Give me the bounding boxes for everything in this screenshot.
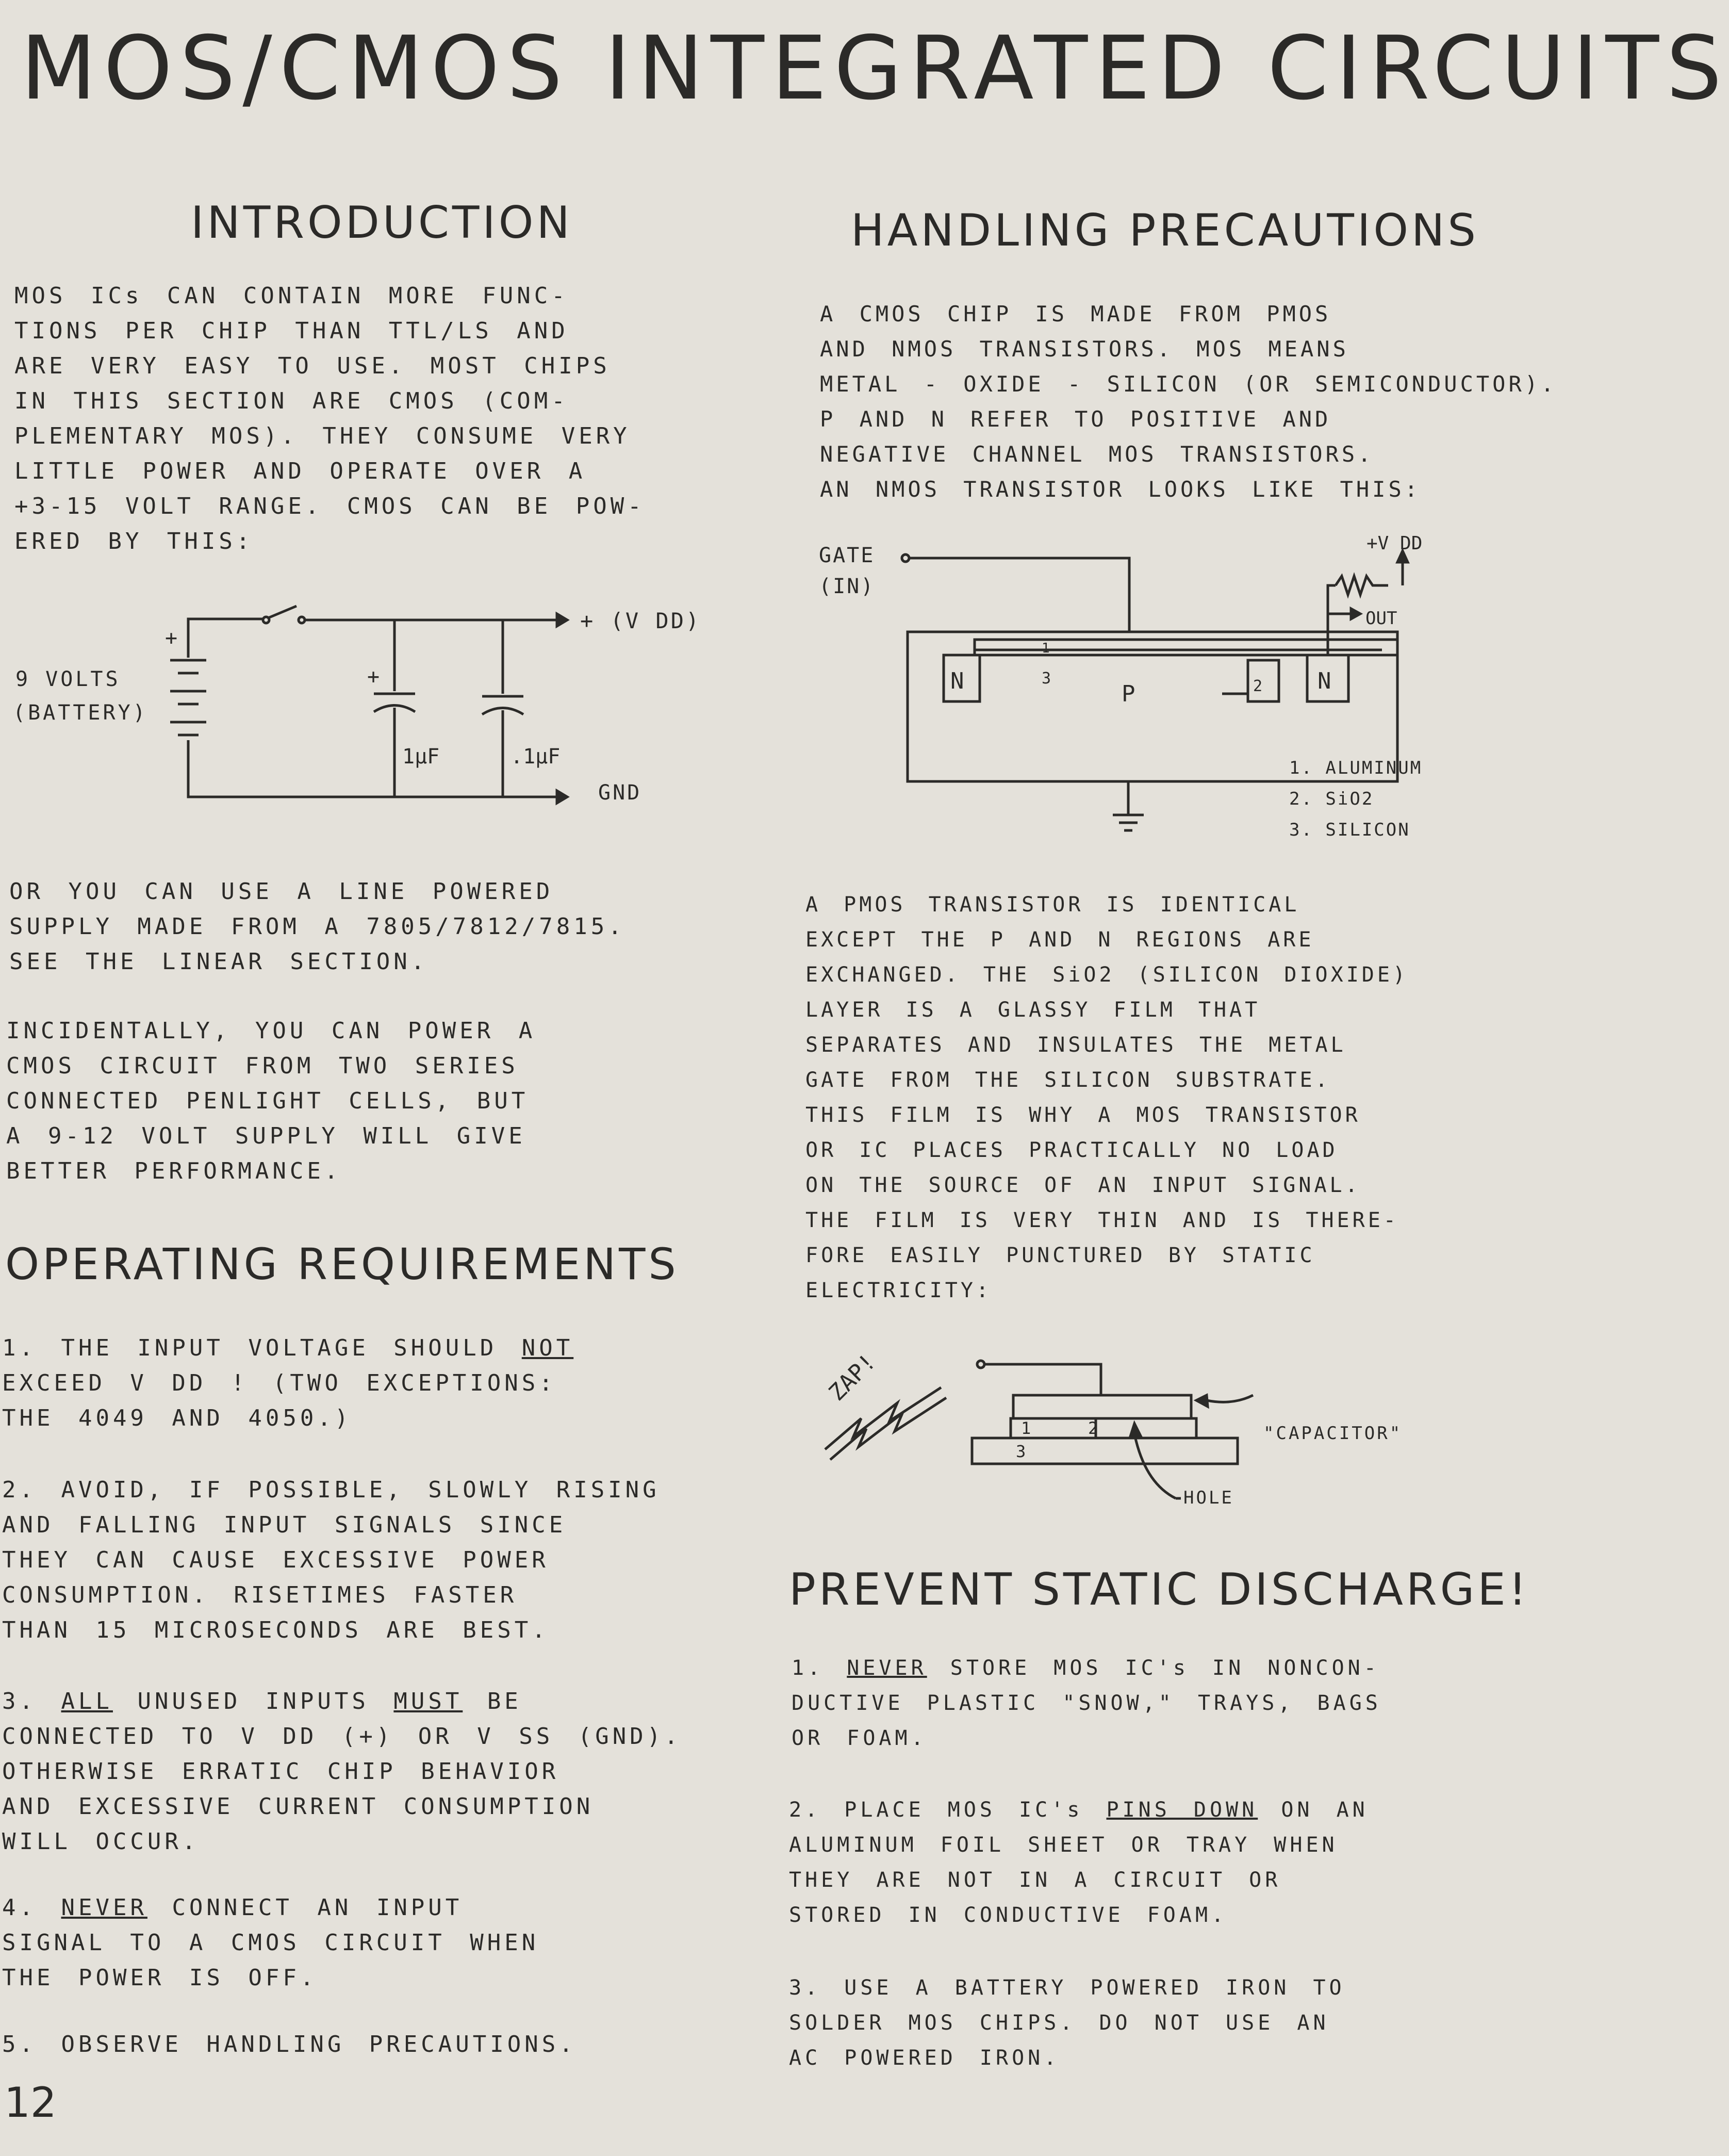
underlined-word: MUST [393, 1688, 463, 1714]
text-line: OTHERWISE ERRATIC CHIP BEHAVIOR [2, 1758, 559, 1785]
text-line: SIGNAL TO A CMOS CIRCUIT WHEN [2, 1930, 539, 1956]
text-line: 3. USE A BATTERY POWERED IRON TO [789, 1976, 1345, 2000]
text-line: EXCHANGED. THE SiO2 (SILICON DIOXIDE) [805, 963, 1409, 987]
text-line: EXCEED V DD ! (TWO EXCEPTIONS: [2, 1370, 556, 1396]
text-span: CONNECT AN INPUT [172, 1894, 463, 1921]
text-line: PLEMENTARY MOS). THEY CONSUME VERY [14, 423, 631, 449]
text-span: BE [487, 1688, 522, 1714]
prevent-static-heading: PREVENT STATIC DISCHARGE! [789, 1564, 1530, 1615]
out-label: OUT [1365, 608, 1397, 629]
static-zap-diagram [815, 1331, 1526, 1527]
text-line: AND EXCESSIVE CURRENT CONSUMPTION [2, 1793, 594, 1820]
text-line: THEY ARE NOT IN A CIRCUIT OR [789, 1868, 1281, 1892]
text-line: SEE THE LINEAR SECTION. [9, 949, 429, 975]
hole-label: HOLE [1183, 1488, 1234, 1508]
zap-label: ZAP! [824, 1349, 881, 1407]
text-line: IN THIS SECTION ARE CMOS (COM- [14, 388, 569, 414]
text-line: STORED IN CONDUCTIVE FOAM. [789, 1903, 1228, 1927]
layer-1-label: 1 [1042, 641, 1050, 656]
text-line: SUPPLY MADE FROM A 7805/7812/7815. [9, 913, 625, 940]
text-line: EXCEPT THE P AND N REGIONS ARE [805, 928, 1314, 952]
text-line: TIONS PER CHIP THAN TTL/LS AND [14, 318, 569, 344]
text-line: A 9-12 VOLT SUPPLY WILL GIVE [6, 1123, 526, 1149]
zap-layer-3: 3 [1016, 1442, 1026, 1461]
text-span: 1. THE INPUT VOLTAGE SHOULD [2, 1335, 498, 1361]
text-line: ARE VERY EASY TO USE. MOST CHIPS [14, 353, 611, 379]
underlined-word: NEVER [847, 1656, 927, 1680]
introduction-paragraph [14, 279, 645, 559]
text-line: AC POWERED IRON. [789, 2046, 1060, 2070]
text-line: 2. AVOID, IF POSSIBLE, SLOWLY RISING [2, 1477, 660, 1503]
text-line: CONSUMPTION. RISETIMES FASTER [2, 1582, 518, 1608]
text-line: OR FOAM. [792, 1726, 927, 1750]
legend-sio2: 2. SiO2 [1289, 789, 1374, 809]
operating-item-1 [2, 1331, 573, 1436]
battery-label: (BATTERY) [13, 701, 148, 725]
text-span: STORE MOS IC's IN NONCON- [950, 1656, 1380, 1680]
text-line: MOS ICs CAN CONTAIN MORE FUNC- [14, 283, 569, 309]
text-line: THIS FILM IS WHY A MOS TRANSISTOR [805, 1103, 1361, 1127]
text-line: A CMOS CHIP IS MADE FROM PMOS [820, 301, 1331, 326]
text-line: OR IC PLACES PRACTICALLY NO LOAD [805, 1138, 1338, 1162]
text-line: +3-15 VOLT RANGE. CMOS CAN BE POW- [14, 493, 645, 519]
text-line: BETTER PERFORMANCE. [6, 1158, 342, 1184]
prevent-item-2 [789, 1792, 1369, 1933]
introduction-heading: INTRODUCTION [191, 197, 573, 249]
text-line: DUCTIVE PLASTIC "SNOW," TRAYS, BAGS [792, 1691, 1381, 1715]
prevent-item-3 [789, 1970, 1345, 2076]
prevent-item-1 [792, 1651, 1381, 1756]
capacitor-2-label: .1µF [511, 745, 561, 769]
handling-paragraph [820, 297, 1557, 507]
battery-voltage-label: 9 VOLTS [15, 667, 121, 691]
text-line: NEGATIVE CHANNEL MOS TRANSISTORS. [820, 442, 1374, 467]
penlight-paragraph [6, 1014, 536, 1189]
text-span: ON AN [1281, 1798, 1369, 1822]
text-span: UNUSED INPUTS [137, 1688, 369, 1714]
operating-item-5 [2, 2027, 577, 2062]
underlined-word: NEVER [61, 1894, 147, 1921]
nmos-transistor-diagram [815, 521, 1526, 861]
text-line: THE POWER IS OFF. [2, 1965, 318, 1991]
vdd-label: + (V DD) [580, 608, 701, 633]
text-line: ELECTRICITY: [805, 1279, 992, 1302]
zap-layer-1: 1 [1021, 1418, 1031, 1438]
text-line: ALUMINUM FOIL SHEET OR TRAY WHEN [789, 1833, 1338, 1857]
text-line: THEY CAN CAUSE EXCESSIVE POWER [2, 1547, 549, 1573]
text-line: CONNECTED TO V DD (+) OR V SS (GND). [2, 1723, 682, 1750]
text-line: FORE EASILY PUNCTURED BY STATIC [805, 1244, 1315, 1267]
battery-plus-sign: + [165, 626, 178, 650]
gnd-label: GND [598, 781, 642, 805]
text-span: 1. [792, 1656, 824, 1680]
text-span: 4. [2, 1894, 37, 1921]
text-line: THAN 15 MICROSECONDS ARE BEST. [2, 1617, 549, 1643]
underlined-word: NOT [521, 1335, 574, 1361]
text-line: ERED BY THIS: [14, 528, 254, 554]
text-line: ON THE SOURCE OF AN INPUT SIGNAL. [805, 1173, 1361, 1197]
text-line: METAL - OXIDE - SILICON (OR SEMICONDUCTOR). [820, 371, 1557, 397]
layer-2-label: 2 [1253, 677, 1263, 695]
text-span: 2. PLACE MOS IC's [789, 1798, 1083, 1822]
text-line: SEPARATES AND INSULATES THE METAL [805, 1033, 1346, 1057]
underlined-word: ALL [61, 1688, 113, 1714]
text-line: THE FILM IS VERY THIN AND IS THERE- [805, 1208, 1399, 1232]
line-supply-paragraph [9, 874, 625, 979]
operating-item-2 [2, 1473, 660, 1648]
n-region-right: N [1318, 668, 1331, 694]
operating-item-4 [2, 1890, 539, 1996]
n-region-left: N [950, 668, 964, 694]
page-number: 12 [4, 2079, 57, 2127]
text-line: WILL OCCUR. [2, 1828, 200, 1855]
gate-input-label: (IN) [819, 575, 875, 598]
text-line: CONNECTED PENLIGHT CELLS, BUT [6, 1088, 529, 1114]
text-line: A PMOS TRANSISTOR IS IDENTICAL [805, 893, 1300, 917]
handling-precautions-heading: HANDLING PRECAUTIONS [851, 205, 1479, 256]
battery-circuit-diagram [0, 588, 722, 846]
capacitor-1-label: 1µF [402, 745, 440, 769]
page-title: MOS/CMOS INTEGRATED CIRCUITS [21, 18, 1729, 120]
text-line: CMOS CIRCUIT FROM TWO SERIES [6, 1053, 519, 1079]
gate-label: GATE [819, 544, 875, 567]
text-line: THE 4049 AND 4050.) [2, 1405, 352, 1431]
text-line: SOLDER MOS CHIPS. DO NOT USE AN [789, 2011, 1329, 2035]
text-span: 3. [2, 1688, 37, 1714]
text-line: AND FALLING INPUT SIGNALS SINCE [2, 1512, 567, 1538]
text-line: GATE FROM THE SILICON SUBSTRATE. [805, 1068, 1331, 1092]
text-line: LITTLE POWER AND OPERATE OVER A [14, 458, 586, 484]
text-line: 5. OBSERVE HANDLING PRECAUTIONS. [2, 2031, 577, 2057]
vdd-label: +V DD [1366, 533, 1423, 554]
text-line: INCIDENTALLY, YOU CAN POWER A [6, 1018, 536, 1044]
text-line: LAYER IS A GLASSY FILM THAT [805, 998, 1261, 1022]
legend-aluminum: 1. ALUMINUM [1289, 758, 1423, 778]
operating-item-3 [2, 1684, 682, 1859]
underlined-word: PINS DOWN [1106, 1798, 1258, 1822]
zap-layer-2: 2 [1088, 1418, 1098, 1438]
text-line: AND NMOS TRANSISTORS. MOS MEANS [820, 336, 1349, 362]
layer-3-label: 3 [1042, 669, 1051, 688]
operating-requirements-heading: OPERATING REQUIREMENTS [5, 1239, 679, 1289]
capacitor-label: "CAPACITOR" [1263, 1423, 1403, 1444]
capacitor-plus-sign: + [367, 665, 380, 689]
legend-silicon: 3. SILICON [1289, 820, 1410, 840]
text-line: AN NMOS TRANSISTOR LOOKS LIKE THIS: [820, 477, 1421, 502]
p-region: P [1122, 681, 1135, 707]
pmos-paragraph [805, 887, 1408, 1308]
text-line: OR YOU CAN USE A LINE POWERED [9, 878, 554, 905]
text-line: P AND N REFER TO POSITIVE AND [820, 406, 1331, 432]
